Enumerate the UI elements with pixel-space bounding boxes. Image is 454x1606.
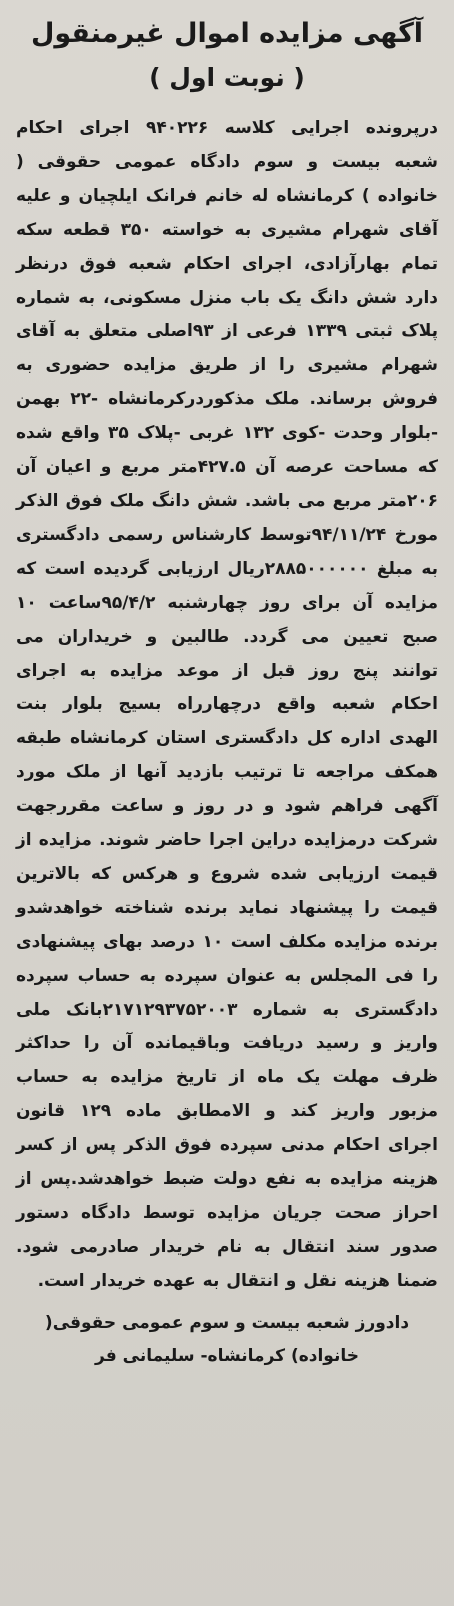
notice-subtitle: ( نوبت اول ) <box>149 63 305 92</box>
signature-line-2: خانواده) کرمانشاه- سلیمانی فر <box>95 1345 359 1366</box>
notice-signature <box>16 1307 438 1373</box>
signature-line-1: دادورز شعبه بیست و سوم عمومی حقوقی( <box>44 1312 410 1333</box>
notice-body: درپرونده اجرایی کلاسه ۹۴۰۲۲۶ اجرای احکام شعبه بیست و سوم دادگاه عمومی حقوقی ( خانواده ) کرمانشاه له خانم فرانک ایلچیان و علیه آقای شهرام مشیری به خواسته ۳۵۰ قطعه سکه تمام بهارآزادی، اجرای احکام شعبه فوق درنظر دارد شش دانگ یک باب منزل مسکونی، به شماره پلاک ثبتی ۱۳۳۹ فرعی از ۹۳اصلی متعلق به آقای شهرام مشیری را از طریق مزایده حضوری به فروش برساند. ملک مذکوردرکرمانشاه -۲۲ بهمن -بلوار وحدت -کوی ۱۳۲ غربی -پلاک ۳۵ واقع شده که مساحت عرصه آن ۴۲۷.۵متر مربع و اعیان آن ۲۰۶متر مربع می باشد. شش دانگ ملک فوق الذکر مورخ ۹۴/۱۱/۲۴توسط کارشناس رسمی دادگستری به مبلغ ۲۸۸۵۰۰۰۰۰۰ریال ارزیابی گردیده است که مزایده آن برای روز چهارشنبه ۹۵/۴/۲ساعت ۱۰ صبح تعیین می گردد. طالبین و خریداران می توانند پنج روز قبل از موعد مزایده به اجرای احکام شعبه واقع درچهارراه بسیج بلوار بنت الهدی اداره کل دادگستری استان کرمانشاه طبقه همکف مراجعه تا ترتیب بازدید آنها از ملک مورد آگهی فراهم شود و در روز و ساعت مقررجهت شرکت درمزایده دراین اجرا حاضر شوند. مزایده از قیمت ارزیابی شده شروع و هرکس که بالاترین قیمت را پیشنهاد نماید برنده شناخته خواهدشدو برنده مزایده مکلف است ۱۰ درصد بهای پیشنهادی را فی المجلس به عنوان سپرده به حساب سپرده دادگستری به شماره ۲۱۷۱۲۹۳۷۵۲۰۰۳بانک ملی واریز و رسید دریافت وباقیمانده آن را حداکثر ظرف مهلت یک ماه از تاریخ مزایده به حساب مزبور واریز کند و الامطابق ماده ۱۲۹ قانون اجرای احکام مدنی سپرده فوق الذکر پس از کسر هزینه مزایده به نفع دولت ضبط خواهدشد.پس از احراز صحت جریان مزایده توسط دادگاه دستور صدور سند انتقال به نام خریدار صادرمی شود. ضمنا هزینه نقل و انتقال به عهده خریدار است. <box>16 118 439 1291</box>
notice-title: آگهی مزایده اموال غیرمنقول <box>30 18 424 49</box>
